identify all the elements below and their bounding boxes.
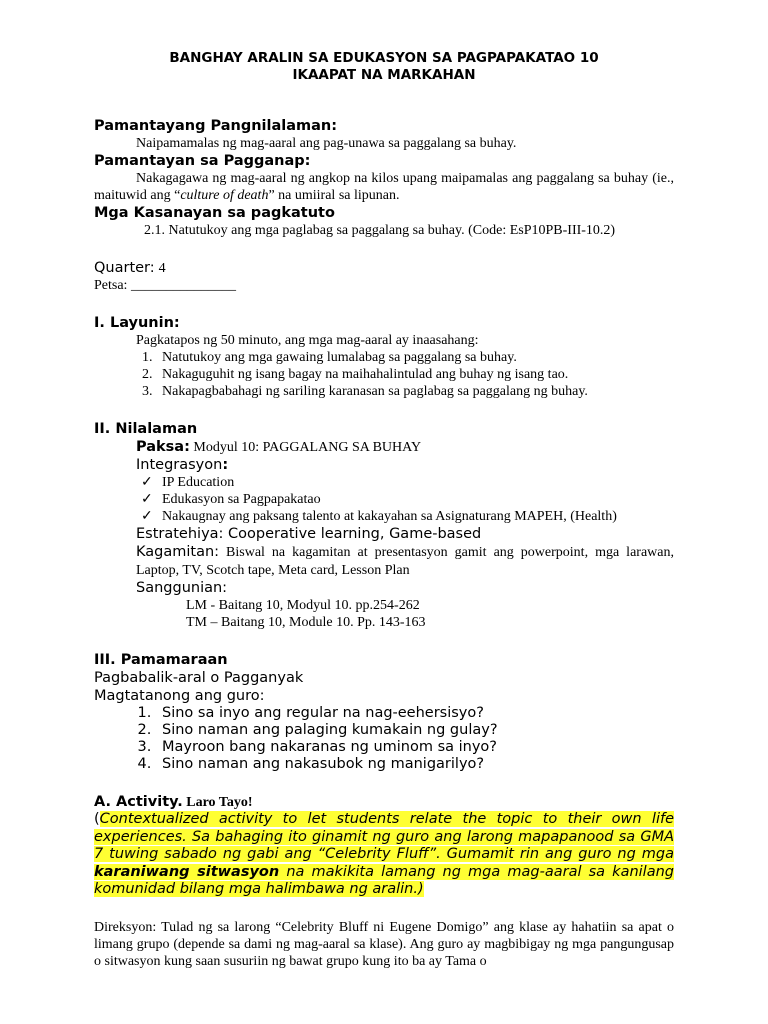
quarter-value: 4 [158,261,166,276]
pagganap-text-a: Nakagagawa ng mag-aaral ng angkop na kilos upang maipamalas ang paggalang sa buhay (ie., maituwid ang “ [94,171,674,203]
petsa-label: Petsa: [94,278,128,293]
list-item: 1. Sino sa inyo ang regular na nag-eehersisyo? [156,705,674,722]
quarter-label: Quarter: [94,260,155,276]
title-line-2: IKAAPAT NA MARKAHAN [292,67,476,83]
kasanayan-heading: Mga Kasanayan sa pagkatuto [94,205,335,221]
pamamaraan-sub: Pagbabalik-aral o Pagganyak [94,670,304,686]
activity-subtitle: Laro Tayo! [182,795,253,810]
list-item: 2. Sino naman ang palaging kumakain ng gulay? [156,722,674,739]
pamamaraan-list [94,705,674,773]
layunin-list [94,349,674,400]
highlight-text-b: na makikita lamang ng mga mag-aaral sa kanilang komunidad bilang mga halimbawa ng aralin.) [94,863,674,897]
pagganap-text-b: ” na umiiral sa lipunan. [268,188,400,203]
highlight-text-bold: karaniwang sitwasyon [94,863,280,880]
direksyon-paragraph: Direksyon: Tulad ng sa larong “Celebrity Bluff ni Eugene Domigo” ang klase ay hahatiin sa apat o limang grupo (depende sa dami ng mag-aaral sa klase). Ang guro ay magbibigay ng mga pangungusap o sitwasyon kung saan susuriin ng bawat grupo kung ito ba ay Tama o [94,919,674,969]
pagganap-text-italic: culture of death [180,188,269,203]
layunin-heading: I. Layunin: [94,315,180,331]
sanggunian-label: Sanggunian: [136,580,228,596]
list-item: 3. Mayroon bang nakaranas ng uminom sa inyo? [156,739,674,756]
list-item: 3. Nakapagbabahagi ng sariling karanasan sa paglabag sa paggalang ng buhay. [156,383,674,400]
pamamaraan-heading: III. Pamamaraan [94,652,228,668]
pamantayang-pangnilalaman-heading: Pamantayang Pangnilalaman: [94,118,338,134]
sanggunian-item: TM – Baitang 10, Module 10. Pp. 143-163 [186,615,426,630]
kagamitan-label: Kagamitan: [136,544,220,560]
kasanayan-text: 2.1. Natutukoy ang mga paglabag sa paggalang sa buhay. (Code: EsP10PB-III-10.2) [144,223,616,238]
highlight-text-a: Contextualized activity to let students relate the topic to their own life experiences. Sa bahaging ito ginamit ng guro ang larong mapapanood sa GMA 7 tuwing sabado ng gabi ang “Celebrity Fluff”. Gumamit rin ang guro ng mga [94,811,674,862]
checkmark-icon: ✓ [141,475,153,490]
nilalaman-heading: II. Nilalaman [94,421,198,437]
list-item: 1. Natutukoy ang mga gawaing lumalabag sa paggalang sa buhay. [156,349,674,366]
kagamitan-value: Biswal na kagamitan at presentasyon gamit ang powerpoint, mga larawan, Laptop, TV, Scotch tape, Meta card, Lesson Plan [136,545,674,578]
activity-highlight-note [94,811,674,899]
paksa-value: Modyul 10: PAGGALANG SA BUHAY [189,440,422,455]
integrasyon-colon: : [222,457,229,473]
activity-heading: A. Activity. [94,794,183,810]
pamamaraan-intro: Magtatanong ang guro: [94,688,265,704]
estratehiya-line: Estratehiya: Cooperative learning, Game-based [136,526,482,542]
document-title [94,50,674,84]
list-item [94,474,674,491]
integrasyon-item-text: IP Education [162,475,235,490]
integrasyon-label [94,456,674,474]
integrasyon-item-text: Nakaugnay ang paksang talento at kakayahan sa Asignaturang MAPEH, (Health) [162,509,617,524]
integrasyon-item-text: Edukasyon sa Pagpapakatao [162,492,321,507]
title-line-1: BANGHAY ARALIN SA EDUKASYON SA PAGPAPAKATAO 10 [169,50,599,66]
petsa-value: _______________ [130,278,236,293]
pamantayan-sa-pagganap-text [94,170,674,204]
layunin-intro: Pagkatapos ng 50 minuto, ang mga mag-aaral ay inaasahang: [136,333,479,348]
paksa-label: Paksa: [136,439,190,455]
list-item: 2. Nakaguguhit ng isang bagay na maihahalintulad ang buhay ng isang tao. [156,366,674,383]
activity-heading-line [94,793,674,811]
sanggunian-item: LM - Baitang 10, Modyul 10. pp.254-262 [186,598,420,613]
list-item: 4. Sino naman ang nakasubok ng manigarilyo? [156,756,674,773]
pamantayang-pangnilalaman-text: Naipamamalas ng mag-aaral ang pag-unawa sa paggalang sa buhay. [136,136,517,151]
petsa-line [94,277,674,294]
list-item [94,508,674,525]
list-item [94,491,674,508]
checkmark-icon: ✓ [141,509,153,524]
integrasyon-label-text: Integrasyon [136,457,223,473]
kagamitan-line [94,543,674,579]
open-paren: ( [94,811,100,827]
integrasyon-list [94,474,674,525]
checkmark-icon: ✓ [141,492,153,507]
paksa-line [94,438,674,456]
quarter-line [94,259,674,277]
pamantayan-sa-pagganap-heading: Pamantayan sa Pagganap: [94,153,311,169]
